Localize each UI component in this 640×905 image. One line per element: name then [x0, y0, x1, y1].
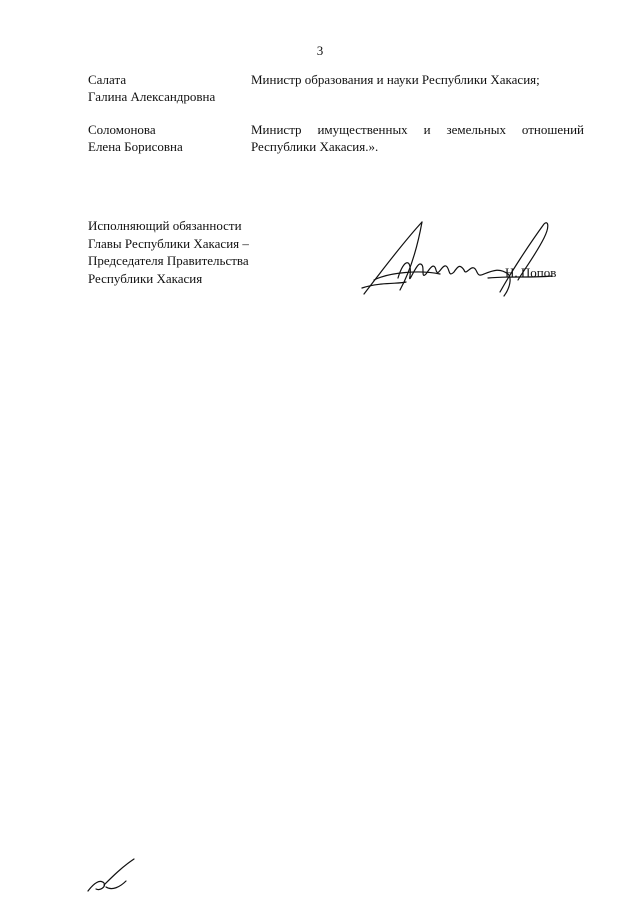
member-name — [88, 121, 238, 155]
member-name — [88, 71, 238, 105]
member-role-line: Республики Хакасия.». — [251, 139, 379, 154]
page-number: 3 — [316, 43, 324, 58]
member-given-names: Елена Борисовна — [88, 139, 183, 154]
member-role-line: Министр образования и науки Республики Хакасия; — [251, 72, 540, 87]
signatory-title-line: Главы Республики Хакасия – — [88, 235, 249, 251]
member-surname: Салата — [88, 72, 127, 87]
signatory-title — [88, 217, 278, 287]
member-role-line: Министр имущественных и земельных отношений — [251, 122, 584, 137]
handwritten-signature-icon — [360, 218, 560, 303]
member-role — [251, 121, 584, 155]
member-surname: Соломонова — [88, 122, 156, 137]
signatory-title-line: Председателя Правительства — [88, 253, 249, 268]
signatory-title-line: Исполняющий обязанности — [88, 218, 242, 233]
signatory-title-line: Республики Хакасия — [88, 270, 203, 286]
signer-name: Н. Попов — [505, 265, 557, 280]
member-given-names: Галина Александровна — [88, 89, 216, 104]
handwritten-initials-icon — [82, 857, 142, 902]
member-role — [251, 71, 584, 88]
